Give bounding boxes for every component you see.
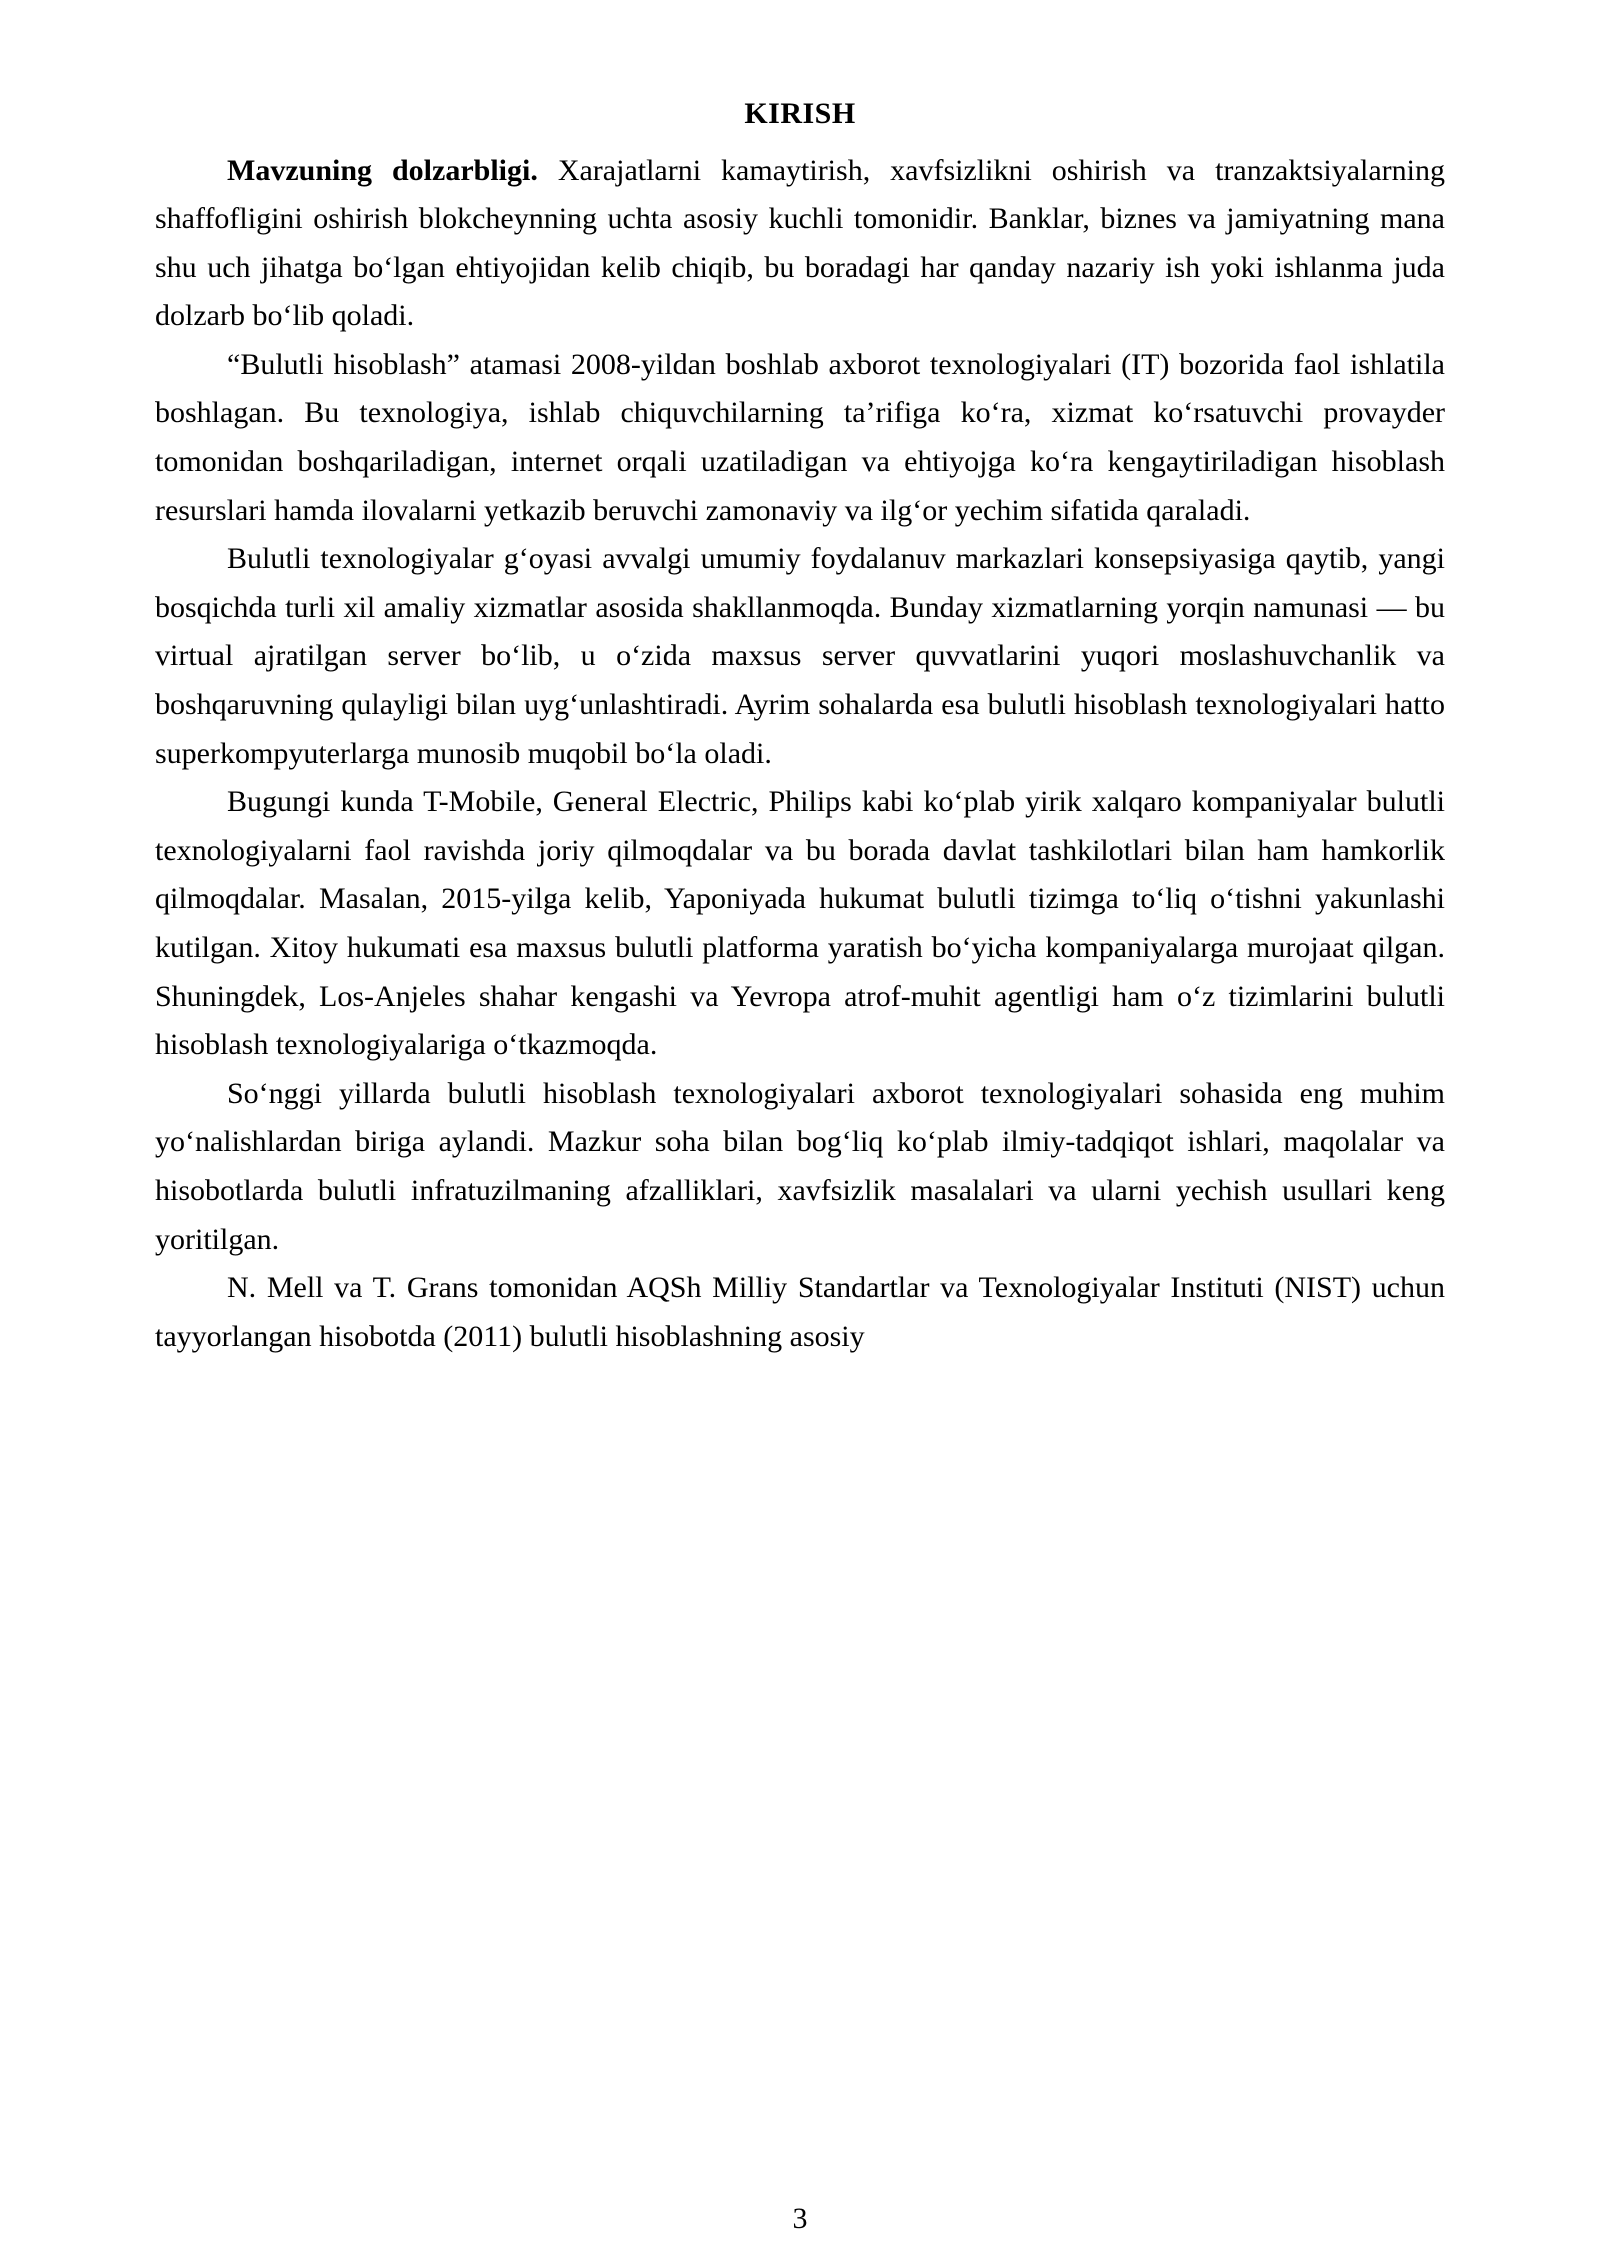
- paragraph-3: [155, 535, 1445, 778]
- paragraph-2: [155, 341, 1445, 535]
- paragraph-1: [155, 147, 1445, 341]
- paragraph-3-text: Bulutli texnologiyalar g‘oyasi avvalgi umumiy foydalanuv markazlari konsepsiyasiga qaytib, yangi bosqichda turli xil amaliy xizmatlar asosida shakllanmoqda. Bunday xizmatlarning yorqin namunasi — bu virtual ajratilgan server bo‘lib, u o‘zida maxsus server quvvatlarini yuqori moslashuvchanlik va boshqaruvning qulayligi bilan uyg‘unlashtiradi. Ayrim sohalarda esa bulutli hisoblash texnologiyalari hatto superkompyuterlarga munosib muqobil bo‘la oladi.: [155, 542, 1445, 770]
- paragraph-1-text: Xarajatlarni kamaytirish, xavfsizlikni oshirish va tranzaktsiyalarning shaffofligini oshirish blokcheynning uchta asosiy kuchli tomonidir. Banklar, biznes va jamiyatning mana shu uch jihatga bo‘lgan ehtiyojidan kelib chiqib, bu boradagi har qanday nazariy ish yoki ishlanma juda dolzarb bo‘lib qoladi.: [155, 153, 1445, 333]
- paragraph-6: [155, 1264, 1445, 1361]
- paragraph-4-text: Bugungi kunda T-Mobile, General Electric, Philips kabi ko‘plab yirik xalqaro kompaniyalar bulutli texnologiyalarni faol ravishda joriy qilmoqdalar va bu borada davlat tashkilotlari bilan ham hamkorlik qilmoqdalar. Masalan, 2015-yilga kelib, Yaponiyada hukumat bulutli tizimga to‘liq o‘tishni yakunlashi kutilgan. Xitoy hukumati esa maxsus bulutli platforma yaratish bo‘yicha kompaniyalarga murojaat qilgan. Shuningdek, Los-Anjeles shahar kengashi va Yevropa atrof-muhit agentligi ham o‘z tizimlarini bulutli hisoblash texnologiyalariga o‘tkazmoqda.: [155, 785, 1445, 1062]
- paragraph-1-lead: Mavzuning dolzarbligi.: [227, 153, 538, 187]
- page-title: KIRISH: [744, 97, 856, 130]
- paragraph-2-text: “Bulutli hisoblash” atamasi 2008-yildan boshlab axborot texnologiyalari (IT) bozorida faol ishlatila boshlagan. Bu texnologiya, ishlab chiquvchilarning ta’rifiga ko‘ra, xizmat ko‘rsatuvchi provayder tomonidan boshqariladigan, internet orqali uzatiladigan va ehtiyojga ko‘ra kengaytiriladigan hisoblash resurslari hamda ilovalarni yetkazib beruvchi zamonaviy va ilg‘or yechim sifatida qaraladi.: [155, 347, 1445, 527]
- page-number: 3: [792, 2202, 808, 2235]
- paragraph-5-text: So‘nggi yillarda bulutli hisoblash texnologiyalari axborot texnologiyalari sohasida eng muhim yo‘nalishlardan biriga aylandi. Mazkur soha bilan bog‘liq ko‘plab ilmiy-tadqiqot ishlari, maqolalar va hisobotlarda bulutli infratuzilmaning afzalliklari, xavfsizlik masalalari va ularni yechish usullari keng yoritilgan.: [155, 1076, 1445, 1256]
- paragraph-4: [155, 778, 1445, 1070]
- paragraph-5: [155, 1070, 1445, 1264]
- paragraph-6-text: N. Mell va T. Grans tomonidan AQSh Milliy Standartlar va Texnologiyalar Instituti (NIST) uchun tayyorlangan hisobotda (2011) bulutli hisoblashning asosiy: [155, 1271, 1445, 1353]
